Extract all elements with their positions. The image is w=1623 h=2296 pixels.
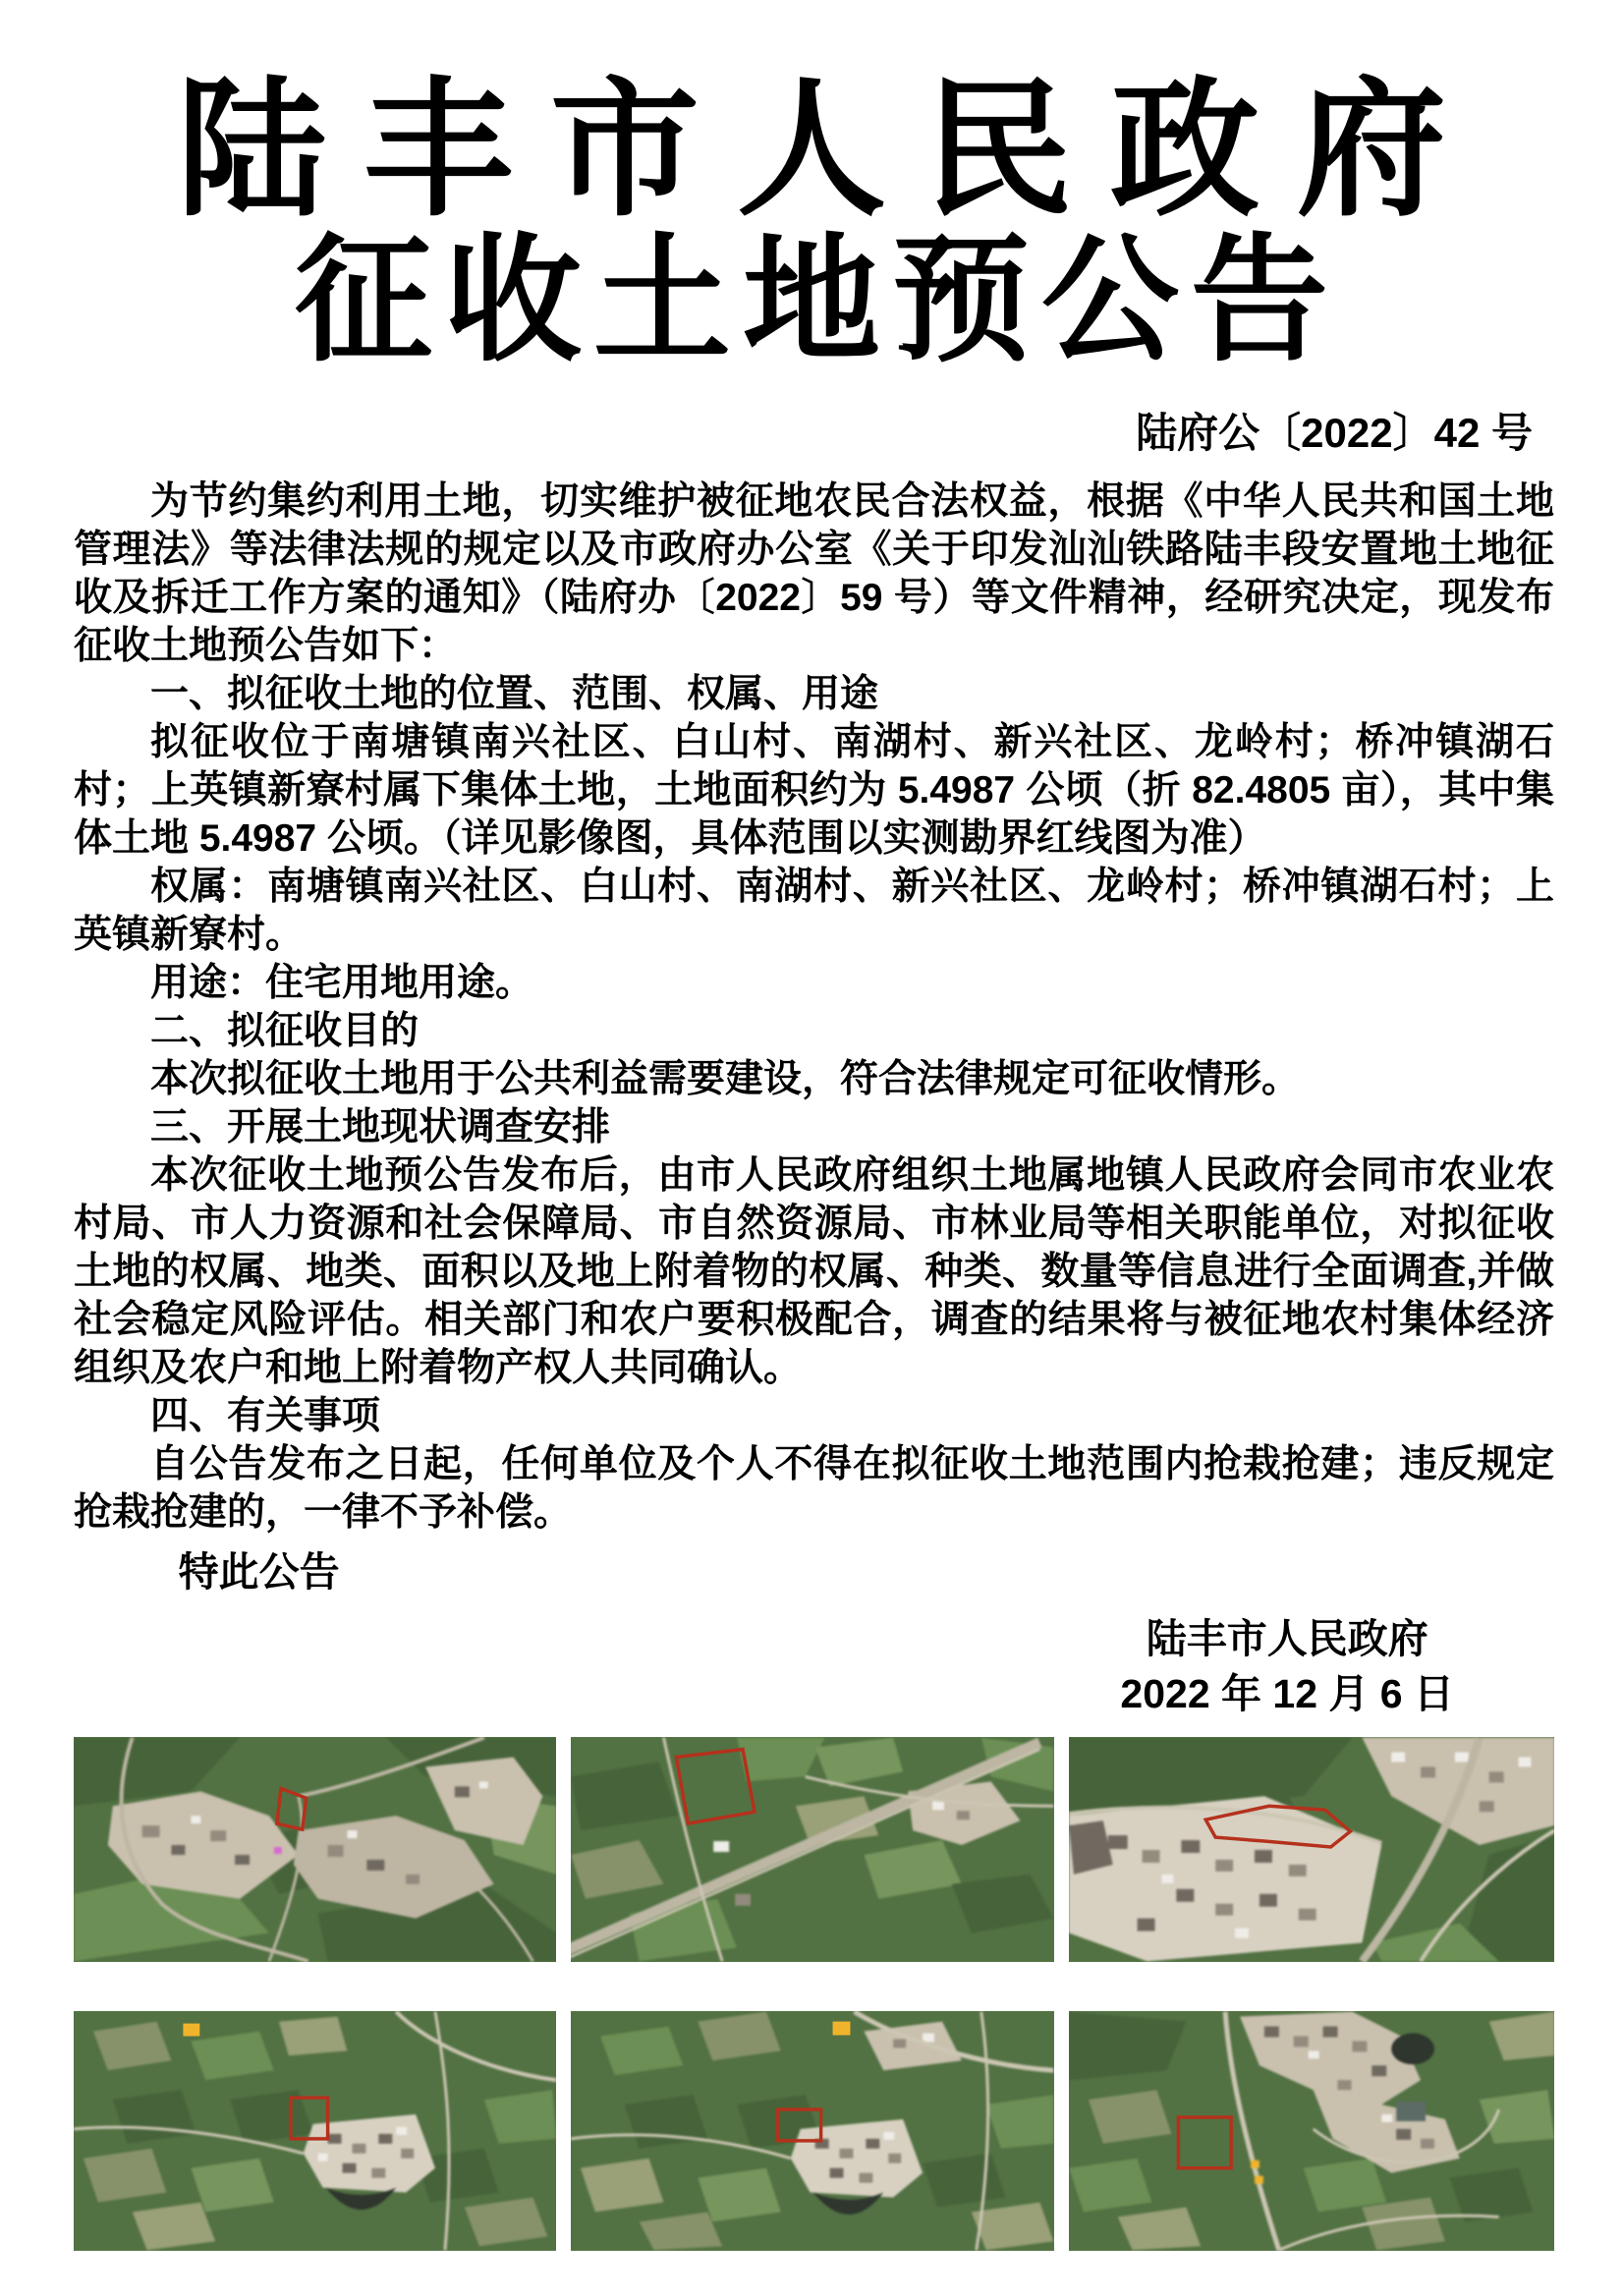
satellite-image-6 [1069,2011,1554,2251]
page-title-line1: 陆丰市人民政府 [177,69,1483,234]
figure-row-1 [74,1737,1554,1962]
title-block [0,0,1623,378]
page-title-line2: 征收土地预公告 [294,226,1340,378]
paragraph-usage: 用途：住宅用地用途。 [150,962,534,1004]
section-heading-1: 一、拟征收土地的位置、范围、权属、用途 [150,673,879,715]
section-heading-4: 四、有关事项 [150,1395,381,1437]
paragraph-intro: 为节约集约利用土地，切实维护被征地农民合法权益，根据《中华人民共和国土地管理法》等法律法规的规定以及市政府办公室《关于印发汕汕铁路陆丰段安置地土地征收及拆迁工作方案的通知》（陆府办〔2022〕59 号）等文件精神，经研究决定，现发布征收土地预公告如下： [74,480,1554,667]
paragraph-purpose: 本次拟征收土地用于公共利益需要建设，符合法律规定可征收情形。 [150,1058,1301,1100]
paragraph-survey: 本次征收土地预公告发布后，由市人民政府组织土地属地镇人民政府会同市农业农村局、市人力资源和社会保障局、市自然资源局、市林业局等相关职能单位，对拟征收土地的权属、地类、面积以及地上附着物的权属、种类、数量等信息进行全面调查,并做社会稳定风险评估。相关部门和农户要积极配合，调查的结果将与被征地农村集体经济组织及农户和地上附着物产权人共同确认。 [74,1154,1554,1389]
satellite-image-2 [571,1737,1053,1962]
section-heading-2: 二、拟征收目的 [150,1010,420,1052]
document-number: 陆府公〔2022〕42 号 [1136,410,1533,456]
paragraph-notes: 自公告发布之日起，任何单位及个人不得在拟征收土地范围内抢栽抢建；违反规定抢栽抢建的，一律不予补偿。 [74,1443,1554,1534]
signature-org: 陆丰市人民政府 [1146,1616,1428,1661]
satellite-image-1 [74,1737,556,1962]
closing-statement: 特此公告 [178,1549,340,1595]
figure-row-2 [74,2011,1554,2251]
satellite-image-4 [74,2011,556,2251]
paragraph-ownership: 权属：南塘镇南兴社区、白山村、南湖村、新兴社区、龙岭村；桥冲镇湖石村；上英镇新寮村。 [74,866,1554,956]
signature-date: 2022 年 12 月 6 日 [1120,1671,1454,1716]
satellite-image-3 [1069,1737,1554,1962]
body-text [74,477,1554,1537]
paragraph-location: 拟征收位于南塘镇南兴社区、白山村、南湖村、新兴社区、龙岭村；桥冲镇湖石村；上英镇新寮村属下集体土地，土地面积约为 5.4987 公顷（折 82.4805 亩），其中集体土地 5.4987 公顷。（详见影像图，具体范围以实测勘界红线图为准） [74,721,1554,860]
satellite-figures [74,1737,1554,2251]
satellite-image-5 [571,2011,1053,2251]
signature-block [1120,1611,1454,1721]
section-heading-3: 三、开展土地现状调查安排 [150,1106,611,1148]
